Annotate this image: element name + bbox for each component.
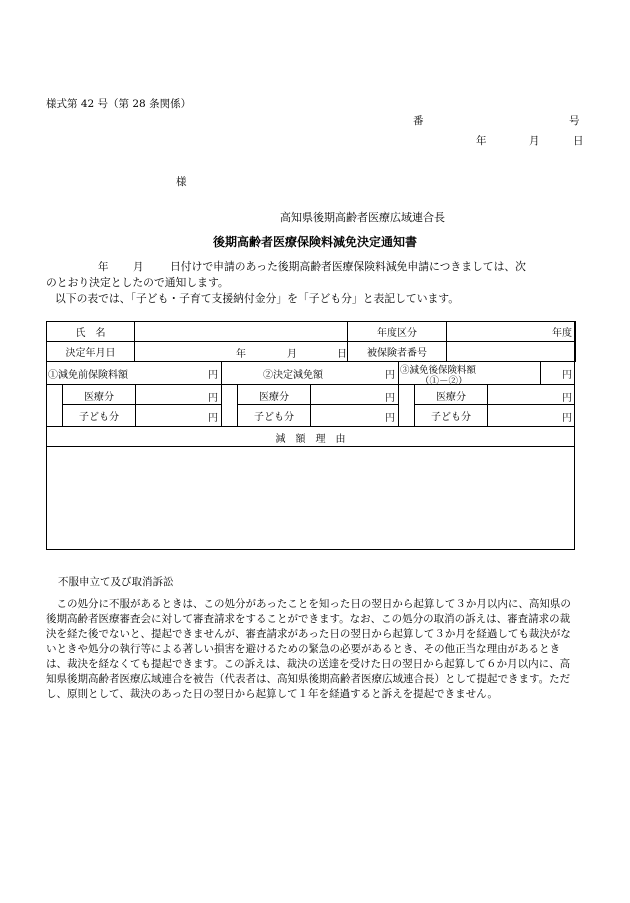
info-table <box>46 321 576 362</box>
number-label: 番 <box>413 115 424 127</box>
pre-reduction-block <box>46 362 222 426</box>
recipient-honorific: 様 <box>176 176 187 188</box>
decision-date-label: 決定年月日 <box>47 342 135 362</box>
decided-medical-label: 医療分 <box>238 385 311 405</box>
intro-month: 月 <box>133 261 144 273</box>
number-suffix: 号 <box>569 115 580 127</box>
reason-content <box>46 446 575 550</box>
pre-medical-row <box>62 384 221 405</box>
decided-medical-row <box>237 384 398 405</box>
name-value <box>135 322 348 342</box>
document-title: 後期高齢者医療保険料減免決定通知書 <box>212 235 417 249</box>
post-medical-yen: 円 <box>562 393 572 404</box>
pre-medical-label: 医療分 <box>63 385 136 405</box>
decided-reduction-yen: 円 <box>385 370 395 381</box>
appeal-body: この処分に不服があるときは、この処分があったことを知った日の翌日から起算して３か月以内に、高知県の後期高齢者医療審査会に対して審査請求をすることができます。なお、この処分の取消の訴えは、審査請求の裁決を経た後でないと、提起できませんが、審査請求があった日の翌日から起算して３か月を経過しても裁決がないときや処分の執行等による著しい損害を避けるための緊急の必要があるとき、その他正当な理由があるときは、裁決を経なくても提起できます。この訴えは、裁決の送達を受けた日の翌日から起算して６か月以内に、高知県後期高齢者医療広域連合を被告（代表者は、高知県後期高齢者医療広域連合長）として提起できます。ただし、原則として、裁決のあった日の翌日から起算して１年を経過すると訴えを提起できません。 <box>46 598 571 700</box>
intro-line2: のとおり決定としたので通知します。 <box>46 276 229 289</box>
pre-reduction-label: ①減免前保険料額 <box>48 370 128 381</box>
date-day-label: 日 <box>573 135 584 147</box>
intro-year: 年 <box>98 261 109 273</box>
intro-line1: 日付けで申請のあった後期高齢者医療保険料減免申請につきましては、次 <box>170 260 526 273</box>
reason-header <box>46 426 575 447</box>
form-number: 様式第 42 号（第 28 条関係） <box>46 98 192 110</box>
insured-number-label: 被保険者番号 <box>348 342 447 362</box>
post-reduction-yen: 円 <box>562 370 572 381</box>
pre-child-row <box>62 404 221 426</box>
date-month-label: 月 <box>529 135 540 147</box>
appeal-heading: 不服申立て及び取消訴訟 <box>58 576 174 588</box>
post-child-row <box>414 404 575 426</box>
sender-name: 高知県後期高齢者医療広域連合長 <box>280 211 445 224</box>
name-label: 氏 名 <box>47 322 135 342</box>
decided-reduction-block <box>221 362 399 426</box>
decided-reduction-label: ②決定減免額 <box>263 370 323 381</box>
fiscal-year-value: 年度 <box>447 322 576 342</box>
pre-reduction-yen: 円 <box>208 370 218 381</box>
decision-date-day: 日 <box>337 349 347 360</box>
post-reduction-label: ③減免後保険料額 <box>400 365 477 376</box>
fiscal-category-label: 年度区分 <box>348 322 447 342</box>
decision-date-month: 月 <box>287 349 297 360</box>
pre-medical-yen: 円 <box>208 393 218 404</box>
insured-number-value <box>447 342 576 362</box>
decided-child-label: 子ども分 <box>238 405 311 426</box>
date-year-label: 年 <box>476 135 487 147</box>
post-reduction-block <box>398 362 575 426</box>
intro-line3: 以下の表では、「子ども・子育て支援納付金分」を「子ども分」と表記しています。 <box>55 292 460 305</box>
decided-child-row <box>237 404 398 426</box>
pre-child-yen: 円 <box>208 413 218 424</box>
post-medical-label: 医療分 <box>415 385 488 405</box>
pre-child-label: 子ども分 <box>63 405 136 426</box>
post-child-yen: 円 <box>562 413 572 424</box>
post-medical-row <box>414 384 575 405</box>
reason-label: 減 額 理 由 <box>275 434 346 445</box>
decision-date-year: 年 <box>236 349 246 360</box>
decision-date-value <box>135 342 348 362</box>
decided-child-yen: 円 <box>385 413 395 424</box>
decided-medical-yen: 円 <box>385 393 395 404</box>
post-child-label: 子ども分 <box>415 405 488 426</box>
post-reduction-formula: （①－②） <box>420 376 468 387</box>
